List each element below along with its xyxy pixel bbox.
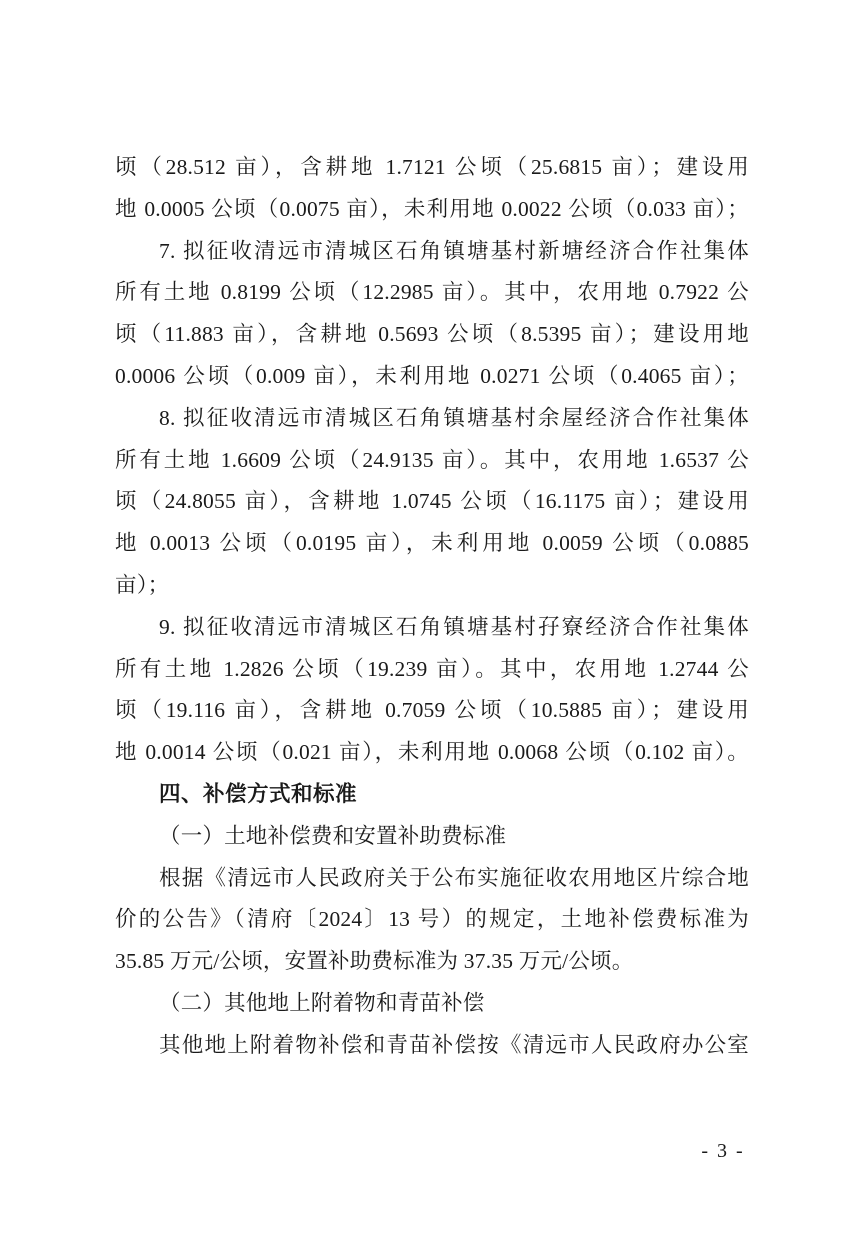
document-line: 地 0.0005 公顷（0.0075 亩），未利用地 0.0022 公顷（0.033 亩）； (115, 196, 749, 221)
document-line: 顷（19.116 亩），含耕地 0.7059 公顷（10.5885 亩）；建设用 (115, 698, 749, 723)
document-line: （二）其他地上附着物和青苗补偿 (159, 990, 485, 1015)
document-line: 亩）； (115, 572, 170, 597)
document-line: 7. 拟征收清远市清城区石角镇塘基村新塘经济合作社集体 (159, 238, 749, 263)
document-line: 9. 拟征收清远市清城区石角镇塘基村孖寮经济合作社集体 (159, 614, 749, 639)
document-line: 所有土地 1.6609 公顷（24.9135 亩）。其中，农用地 1.6537 公 (115, 447, 749, 472)
document-line: 地 0.0014 公顷（0.021 亩），未利用地 0.0068 公顷（0.102 亩）。 (115, 740, 749, 765)
document-line: （一）土地补偿费和安置补助费标准 (159, 823, 507, 848)
document-line: 顷（11.883 亩），含耕地 0.5693 公顷（8.5395 亩）；建设用地 (115, 322, 749, 347)
document-line: 价的公告》（清府〔2024〕13 号）的规定，土地补偿费标准为 (115, 907, 749, 932)
document-line: 地 0.0013 公顷（0.0195 亩），未利用地 0.0059 公顷（0.0885 (115, 531, 749, 556)
document-body (115, 147, 749, 1067)
document-line: 0.0006 公顷（0.009 亩），未利用地 0.0271 公顷（0.4065 亩）； (115, 363, 749, 388)
document-line: 所有土地 0.8199 公顷（12.2985 亩）。其中，农用地 0.7922 公 (115, 280, 749, 305)
document-line: 其他地上附着物补偿和青苗补偿按《清远市人民政府办公室 (159, 1032, 749, 1057)
document-line: 顷（28.512 亩），含耕地 1.7121 公顷（25.6815 亩）；建设用 (115, 155, 749, 179)
document-line: 35.85 万元/公顷，安置补助费标准为 37.35 万元/公顷。 (115, 949, 634, 974)
document-line: 顷（24.8055 亩），含耕地 1.0745 公顷（16.1175 亩）；建设用 (115, 489, 749, 514)
page-number: - 3 - (701, 1140, 745, 1162)
document-line: 所有土地 1.2826 公顷（19.239 亩）。其中，农用地 1.2744 公 (115, 656, 749, 681)
document-line: 四、补偿方式和标准 (159, 781, 358, 806)
document-line: 8. 拟征收清远市清城区石角镇塘基村余屋经济合作社集体 (159, 405, 749, 430)
document-line: 根据《清远市人民政府关于公布实施征收农用地区片综合地 (159, 865, 749, 890)
